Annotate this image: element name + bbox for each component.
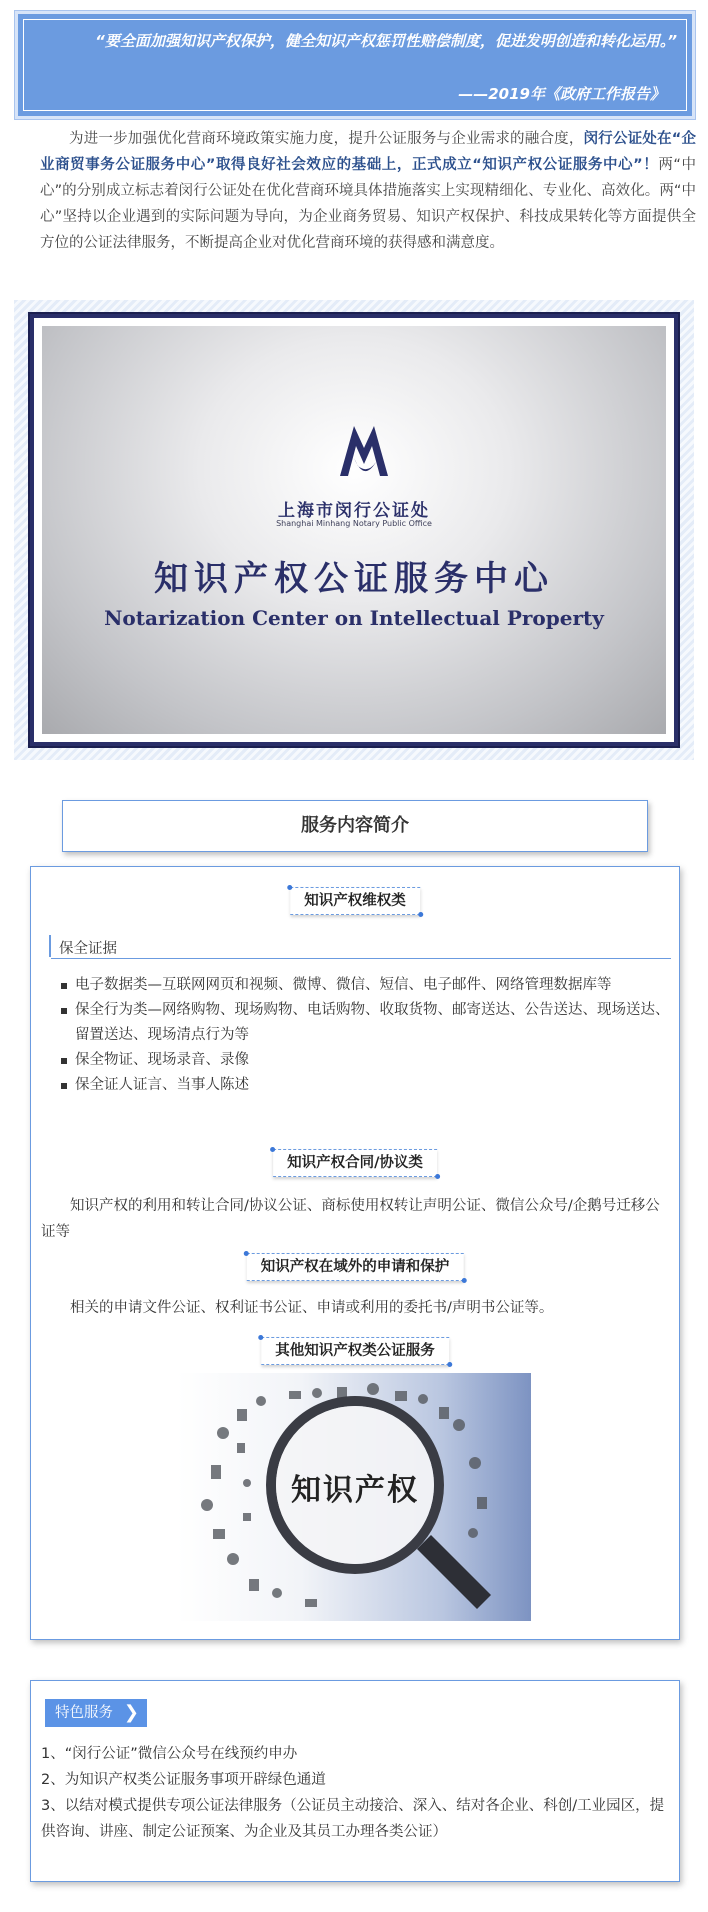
chevron-right-icon: ❯ [123, 1702, 139, 1723]
plaque-surface [42, 326, 666, 734]
plaque-org-en: Shanghai Minhang Notary Public Office [276, 519, 432, 528]
list-item: 保全物证、现场录音、录像 [61, 1048, 671, 1073]
overseas-paragraph: 相关的申请文件公证、权利证书公证、申请或利用的委托书/声明书公证等。 [70, 1300, 554, 1316]
list-item: 3、以结对模式提供专项公证法律服务（公证员主动接洽、深入、结对各企业、科创/工业园区，提供咨询、讲座、制定公证预案、为企业及其员工办理各类公证） [41, 1798, 665, 1840]
feature-tag [45, 1699, 147, 1727]
feature-list [41, 1741, 669, 1845]
subheading-underline [51, 958, 671, 959]
evidence-list [61, 973, 671, 1098]
evidence-subheading [49, 935, 671, 959]
category-pill-other: 其他知识产权类公证服务 [261, 1337, 449, 1365]
list-item: 1、“闵行公证”微信公众号在线预约申办 [41, 1746, 298, 1762]
subheading-bar [49, 935, 51, 957]
section-title: 服务内容简介 [62, 800, 648, 852]
evidence-label: 保全证据 [59, 941, 117, 957]
plaque-inner-border [34, 318, 674, 742]
ip-magnifier-image [177, 1373, 531, 1621]
category-pill-rights: 知识产权维权类 [290, 887, 420, 915]
list-item: 2、为知识产权类公证服务事项开辟绿色通道 [41, 1772, 326, 1788]
plaque-image [14, 300, 694, 760]
ip-image-text: 知识产权 [291, 1473, 419, 1508]
quote-text: “要全面加强知识产权保护，健全知识产权惩罚性赔偿制度，促进发明创造和转化运用。” [95, 32, 677, 50]
contract-paragraph: 知识产权的利用和转让合同/协议公证、商标使用权转让声明公证、微信公众号/企鹅号迁移公证等 [41, 1198, 660, 1240]
intro-bold-text: 闵行公证处在“企业商贸事务公证服务中心”取得良好社会效应的基础上，正式成立“知识产权公证服务中心”！ [40, 131, 697, 173]
category-pill-contract: 知识产权合同/协议类 [273, 1149, 437, 1177]
plaque-org-cn: 上海市闵行公证处 [278, 501, 430, 521]
quote-banner [14, 10, 696, 120]
intro-paragraph [40, 126, 696, 256]
plaque-border [28, 312, 680, 748]
notary-logo-icon [336, 418, 392, 482]
plaque-title-cn: 知识产权公证服务中心 [154, 559, 554, 599]
service-content-box [30, 866, 680, 1640]
list-item: 保全行为类—网络购物、现场购物、电话购物、收取货物、邮寄送达、公告送达、现场送达、留置送达、现场清点行为等 [61, 998, 671, 1048]
list-item: 保全证人证言、当事人陈述 [61, 1073, 671, 1098]
quote-source: ——2019年《政府工作报告》 [458, 85, 665, 103]
intro-text-2: 两“中心”的分别成立标志着闵行公证处在优化营商环境具体措施落实上实现精细化、专业化、高效化。两“中心”坚持以企业遇到的实际问题为导向，为企业商务贸易、知识产权保护、科技成果转化等方面提供全方位的公证法律服务，不断提高企业对优化营商环境的获得感和满意度。 [40, 157, 696, 251]
list-item: 电子数据类—互联网网页和视频、微博、微信、短信、电子邮件、网络管理数据库等 [61, 973, 671, 998]
plaque-title-en: Notarization Center on Intellectual Property [104, 606, 604, 630]
intro-text-1: 为进一步加强优化营商环境政策实施力度，提升公证服务与企业需求的融合度， [69, 131, 584, 147]
feature-service-box [30, 1680, 680, 1882]
feature-tag-label: 特色服务 [55, 1705, 113, 1721]
category-pill-overseas: 知识产权在域外的申请和保护 [247, 1253, 464, 1281]
